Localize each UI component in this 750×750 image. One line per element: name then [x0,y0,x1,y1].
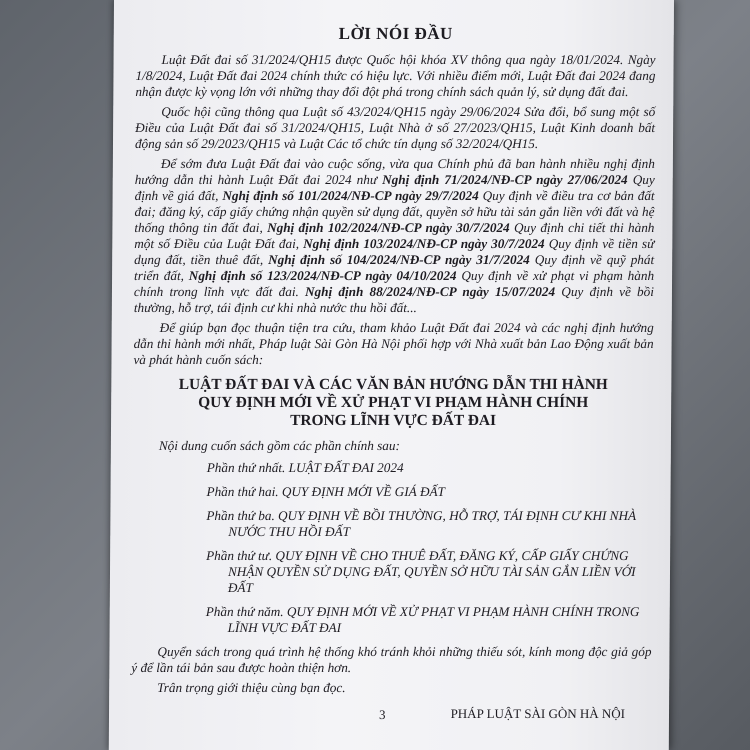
decree-reference: Nghị định số 101/2024/NĐ-CP ngày 29/7/2024 [222,188,479,203]
closing-paragraph-1: Quyển sách trong quá trình hệ thống khó tránh khỏi những thiếu sót, kính mong độc giả góp ý để lần tái bản sau được hoàn thiện hơn. [131,644,652,675]
part-3 [206,508,652,540]
part-5 [206,604,652,636]
contents-intro: Nội dung cuốn sách gồm các phần chính sau: [158,438,400,453]
part-5-line-2: LĨNH VỰC ĐẤT ĐAI [227,620,342,635]
closing [131,644,651,696]
paragraph-3-text: Quy định chi tiết thi hành một số Điều của Luật Đất đai, [134,220,655,251]
book-page [109,0,674,750]
decree-reference: Nghị định số 104/2024/NĐ-CP ngày 31/7/2024 [268,252,530,267]
decree-reference: Nghị định 88/2024/NĐ-CP ngày 15/07/2024 [305,284,556,299]
part-2-line-1: Phần thứ hai. QUY ĐỊNH MỚI VỀ GIÁ ĐẤT [206,484,445,499]
part-3-line-2: NƯỚC THU HỒI ĐẤT [228,524,351,539]
book-title-line-1: LUẬT ĐẤT ĐAI VÀ CÁC VĂN BẢN HƯỚNG DẪN THI HÀNH [178,376,608,393]
part-4-line-1: Phần thứ tư. QUY ĐỊNH VỀ CHO THUÊ ĐẤT, ĐĂNG KÝ, CẤP GIẤY CHỨNG [206,548,629,563]
paragraph-3-text: Quy định về xử phạt vi phạm hành chính trong lĩnh vực đất đai. [133,268,655,299]
paragraph-3-text: Quy định về giá đất, [134,172,655,203]
part-5-line-1: Phần thứ năm. QUY ĐỊNH MỚI VỀ XỬ PHẠT VI PHẠM HÀNH CHÍNH TRONG [205,604,640,619]
paragraph-3 [134,156,655,316]
page-number: 3 [378,707,386,722]
part-4-line-2: NHẬN QUYỀN SỬ DỤNG ĐẤT, QUYỀN SỞ HỮU TÀI SẢN GẮN LIỀN VỚI ĐẤT [227,564,636,595]
paragraph-1-text-1: Luật Đất đai số 31/2024/QH15 được Quốc hội khóa XV thông qua ngày 18/01/2024. [161,52,624,67]
part-3-line-1: Phần thứ ba. QUY ĐỊNH VỀ BỒI THƯỜNG, HỖ TRỢ, TÁI ĐỊNH CƯ KHI NHÀ [206,508,637,523]
paragraph-4-text: Để giúp bạn đọc thuận tiện tra cứu, tham khảo Luật Đất đai 2024 và các nghị định hướng dẫn thi hành mới nhất, Pháp luật Sài Gòn Hà Nội phối hợp với Nhà xuất bản Lao Động xuất bản và phát hành cuốn sách: [133,320,654,367]
book-title-line-3: TRONG LĨNH VỰC ĐẤT ĐAI [290,412,497,429]
closing-paragraph-2: Trân trọng giới thiệu cùng bạn đọc. [157,680,346,695]
paragraph-3-text: Quy định về quỹ phát triển đất, [134,252,655,283]
paragraph-3-text: Quy định về điều tra cơ bản đất đai; đăng ký, cấp giấy chứng nhận quyền sử dụng đất, quyền sở hữu tài sản gắn liền với đất và hệ thống thông tin đất đai, [134,188,655,235]
page-title: LỜI NÓI ĐẦU [338,24,453,43]
paragraph-3-text: Quy định về bồi thường, hỗ trợ, tái định cư khi nhà nước thu hồi đất... [133,284,655,315]
paragraph-2-text: Quốc hội cũng thông qua Luật số 43/2024/QH15 ngày 29/06/2024 Sửa đổi, bổ sung một số Điều của Luật Đất đai số 31/2024/QH15, Luật Nhà ở số 27/2023/QH15, Luật Kinh doanh bất động sản số 29/2023/QH15 và Luật Các tổ chức tín dụng số 32/2024/QH15. [134,104,656,151]
page-content [131,26,656,722]
paragraph-3-text: Quy định về tiền sử dụng đất, tiền thuê đất, [134,236,655,267]
paragraph-1-text-2: Ngày 1/8/2024, Luật Đất đai 2024 chính thức có hiệu lực. Với nhiều điểm mới, Luật Đất đai 2024 đang nhận được kỳ vọng lớn với những thay đổi đột phá trong chính sách quản lý, sử dụng đất đai. [135,52,656,99]
paragraph-1 [135,52,655,100]
part-4 [206,548,652,596]
decree-reference: Nghị định 102/2024/NĐ-CP ngày 30/7/2024 [267,220,510,235]
part-2 [207,484,653,500]
decree-reference: Nghị định số 123/2024/NĐ-CP ngày 04/10/2024 [188,268,457,283]
publisher-signature: PHÁP LUẬT SÀI GÒN HÀ NỘI [450,706,626,721]
part-1-line-1: Phần thứ nhất. LUẬT ĐẤT ĐAI 2024 [206,460,404,475]
paragraph-4 [133,320,653,368]
book-title [133,376,653,430]
paragraph-2 [135,104,655,152]
decree-reference: Nghị định 71/2024/NĐ-CP ngày 27/06/2024 [382,172,628,187]
book-title-line-2: QUY ĐỊNH MỚI VỀ XỬ PHẠT VI PHẠM HÀNH CHÍNH [198,394,589,411]
paragraph-3-text: Để sớm đưa Luật Đất đai vào cuộc sống, vừa qua Chính phủ đã ban hành nhiều nghị định hướng dẫn thi hành Luật Đất đai 2024 như [134,156,655,187]
decree-reference: Nghị định 103/2024/NĐ-CP ngày 30/7/2024 [303,236,545,251]
part-1 [207,460,653,476]
contents-list [132,438,653,636]
